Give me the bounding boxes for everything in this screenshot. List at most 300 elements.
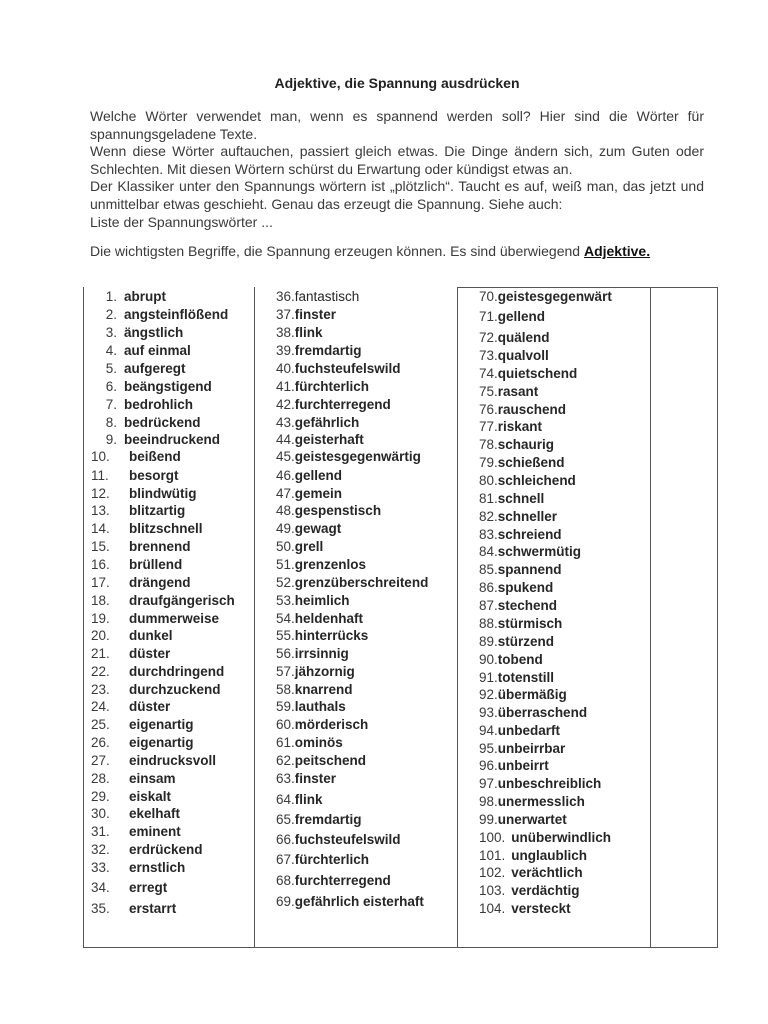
word-number: 82. (479, 509, 498, 524)
word-number: 74. (479, 366, 498, 381)
word-list-item (91, 520, 203, 537)
word-text: eindrucksvoll (129, 753, 217, 768)
word-number: 7. (105, 397, 117, 412)
word-list-item (91, 627, 173, 644)
word-text: stürmisch (497, 616, 563, 631)
word-list-item (479, 740, 565, 757)
word-text: düster (129, 646, 171, 661)
emphasis-keyword: Adjektive. (583, 243, 651, 259)
word-text: gefährlich (294, 415, 360, 430)
word-number: 100. (479, 830, 506, 845)
word-text: beeindruckend (124, 432, 221, 447)
word-list-item (91, 502, 185, 519)
word-text: unglaublich (511, 848, 588, 863)
word-text: fuchsteufelswild (294, 361, 401, 376)
word-list-item (479, 579, 553, 596)
word-number: 59. (276, 699, 295, 714)
word-number: 4. (105, 343, 117, 358)
word-text: verächtlich (511, 865, 583, 880)
intro-paragraph: Wenn diese Wörter auftauchen, passiert gleich etwas. Die Dinge ändern sich, zum Guten oder Schlechten. Mit diesen Wörtern schürst du Erwartung oder kündigst etwas an. (90, 143, 704, 177)
table-border-left (83, 287, 84, 948)
word-list-item (276, 592, 350, 609)
word-number: 13. (91, 503, 110, 518)
word-number: 48. (276, 503, 295, 518)
word-list-item (91, 663, 224, 680)
word-list-item (91, 360, 186, 377)
word-number: 10. (91, 449, 110, 464)
word-list-item (276, 698, 346, 715)
word-list-item (276, 538, 323, 555)
table-border-right (717, 287, 718, 948)
word-number: 52. (276, 575, 295, 590)
word-list-item (91, 698, 170, 715)
word-text: bedrohlich (124, 397, 194, 412)
word-text: blitzschnell (129, 521, 203, 536)
word-list-item (479, 757, 549, 774)
word-text: unbeirrbar (497, 741, 566, 756)
table-divider-1 (254, 287, 255, 948)
word-text: gemein (294, 486, 343, 501)
word-number: 49. (276, 521, 295, 536)
word-text: eigenartig (129, 735, 194, 750)
word-list-item (276, 872, 391, 889)
word-text: aufgeregt (124, 361, 186, 376)
word-list-item (91, 610, 219, 627)
word-list-item (479, 704, 587, 721)
word-number: 102. (479, 865, 506, 880)
word-number: 92. (479, 687, 498, 702)
word-text: ekelhaft (129, 806, 181, 821)
word-text: tobend (497, 652, 543, 667)
word-list-item (479, 686, 567, 703)
word-list-item (479, 561, 562, 578)
word-text: gellend (294, 468, 343, 483)
word-text: erstarrt (129, 901, 177, 916)
word-list-item (91, 752, 216, 769)
word-list-item (276, 342, 362, 359)
word-list-item (91, 859, 185, 876)
word-text: eigenartig (129, 717, 194, 732)
word-list-item (91, 288, 166, 305)
word-text: riskant (497, 419, 543, 434)
word-text: totenstill (497, 670, 555, 685)
word-text: fremdartig (294, 812, 362, 827)
word-number: 38. (276, 325, 295, 340)
word-number: 87. (479, 598, 498, 613)
word-number: 90. (479, 652, 498, 667)
word-text: unüberwindlich (511, 830, 612, 845)
word-list-item (91, 378, 212, 395)
word-text: hinterrücks (294, 628, 369, 643)
word-text: stechend (497, 598, 558, 613)
word-list-item (276, 502, 381, 519)
table-border-bottom (83, 947, 718, 948)
word-text: unbeschreiblich (497, 776, 602, 791)
word-number: 76. (479, 402, 498, 417)
word-list-item (479, 383, 538, 400)
word-list-item (276, 831, 401, 848)
word-list-item (479, 490, 544, 507)
word-list-item (276, 770, 336, 787)
word-number: 16. (91, 557, 110, 572)
word-text: brüllend (129, 557, 183, 572)
word-list-item (276, 663, 355, 680)
word-list-item (91, 770, 176, 787)
word-number: 45. (276, 449, 295, 464)
word-text: draufgängerisch (129, 593, 235, 608)
word-text: flink (294, 792, 323, 807)
word-number: 22. (91, 664, 110, 679)
word-text: lauthals (294, 699, 346, 714)
word-number: 46. (276, 468, 295, 483)
word-number: 70. (479, 289, 498, 304)
word-list-item (276, 716, 368, 733)
word-text: durchzuckend (129, 682, 221, 697)
word-list-item (276, 574, 428, 591)
word-list-item (91, 788, 171, 805)
word-number: 55. (276, 628, 295, 643)
word-text: furchterregend (294, 873, 391, 888)
word-number: 8. (105, 415, 117, 430)
word-number: 44. (276, 432, 295, 447)
word-text: rauschend (497, 402, 567, 417)
emphasis-text: Die wichtigsten Begriffe, die Spannung erzeugen können. Es sind überwiegend (90, 243, 584, 259)
word-list-item (276, 288, 359, 305)
word-number: 50. (276, 539, 295, 554)
word-text: ernstlich (129, 860, 186, 875)
word-text: überraschend (497, 705, 588, 720)
word-number: 103. (479, 883, 506, 898)
word-list-item (276, 811, 362, 828)
word-text: quälend (497, 330, 550, 345)
word-list-item (91, 467, 179, 484)
word-number: 89. (479, 634, 498, 649)
word-list-item (91, 485, 196, 502)
word-number: 81. (479, 491, 498, 506)
word-text: fantastisch (294, 289, 360, 304)
word-number: 41. (276, 379, 295, 394)
word-list-item (479, 847, 587, 864)
word-number: 63. (276, 771, 295, 786)
word-text: eminent (129, 824, 181, 839)
word-number: 24. (91, 699, 110, 714)
word-list-item (276, 520, 341, 537)
word-text: abrupt (124, 289, 166, 304)
word-number: 62. (276, 753, 295, 768)
word-list-item (276, 448, 421, 465)
word-list-item (91, 538, 191, 555)
word-text: ominös (294, 735, 343, 750)
word-text: schleichend (497, 473, 576, 488)
word-text: eiskalt (129, 789, 172, 804)
word-text: angsteinflößend (124, 307, 229, 322)
word-list-item (276, 396, 391, 413)
word-list-item (91, 805, 180, 822)
word-number: 65. (276, 812, 295, 827)
word-text: mörderisch (294, 717, 369, 732)
word-number: 72. (479, 330, 498, 345)
word-list-item (479, 436, 554, 453)
word-text: grenzüberschreitend (294, 575, 429, 590)
word-text: gellend (497, 309, 546, 324)
word-number: 9. (105, 432, 117, 447)
word-text: beängstigend (124, 379, 212, 394)
word-list-item (276, 681, 353, 698)
word-number: 36. (276, 289, 295, 304)
word-list-item (91, 396, 193, 413)
word-number: 40. (276, 361, 295, 376)
word-text: furchterregend (294, 397, 391, 412)
word-list-item (479, 597, 557, 614)
word-text: stürzend (497, 634, 555, 649)
word-text: fremdartig (294, 343, 362, 358)
word-list-item (91, 681, 221, 698)
word-number: 64. (276, 792, 295, 807)
word-number: 20. (91, 628, 110, 643)
word-text: gefährlich eisterhaft (294, 894, 424, 909)
word-number: 54. (276, 611, 295, 626)
word-text: schwermütig (497, 544, 582, 559)
word-number: 25. (91, 717, 110, 732)
word-number: 67. (276, 852, 295, 867)
word-number: 29. (91, 789, 110, 804)
word-number: 78. (479, 437, 498, 452)
word-list-item (91, 574, 191, 591)
word-text: unbeirrt (497, 758, 549, 773)
word-list-item (276, 610, 363, 627)
word-number: 19. (91, 611, 110, 626)
intro-paragraph: Welche Wörter verwendet man, wenn es spannend werden soll? Hier sind die Wörter für spannungsgeladene Texte. (90, 108, 704, 142)
word-list-item (479, 472, 576, 489)
word-list-item (276, 467, 342, 484)
word-text: flink (294, 325, 323, 340)
word-number: 1. (105, 289, 117, 304)
word-text: fuchsteufelswild (294, 832, 401, 847)
word-text: schnell (497, 491, 545, 506)
word-list-item (276, 627, 368, 644)
word-text: spukend (497, 580, 554, 595)
word-number: 84. (479, 544, 498, 559)
word-text: quietschend (497, 366, 578, 381)
word-text: blitzartig (129, 503, 186, 518)
word-list-item (91, 306, 228, 323)
word-number: 18. (91, 593, 110, 608)
word-number: 51. (276, 557, 295, 572)
word-text: qualvoll (497, 348, 549, 363)
word-text: finster (294, 771, 337, 786)
word-number: 95. (479, 741, 498, 756)
word-text: geistesgegenwärt (497, 289, 612, 304)
word-text: fürchterlich (294, 852, 370, 867)
word-list-item (276, 791, 323, 808)
word-text: rasant (497, 384, 539, 399)
word-text: heldenhaft (294, 611, 364, 626)
word-text: schreiend (497, 527, 562, 542)
word-text: beißend (129, 449, 181, 464)
word-number: 73. (479, 348, 498, 363)
word-text: erregt (129, 880, 168, 895)
word-list-item (479, 308, 545, 325)
word-number: 99. (479, 812, 498, 827)
word-text: blindwütig (129, 486, 197, 501)
word-number: 14. (91, 521, 110, 536)
word-number: 58. (276, 682, 295, 697)
word-text: unerwartet (497, 812, 567, 827)
word-text: schaurig (497, 437, 555, 452)
page-title: Adjektive, die Spannung ausdrücken (274, 75, 520, 91)
word-list-item (479, 811, 567, 828)
word-list-item (479, 829, 611, 846)
word-list-item (479, 651, 543, 668)
word-number: 23. (91, 682, 110, 697)
word-text: heimlich (294, 593, 350, 608)
word-number: 21. (91, 646, 110, 661)
word-number: 5. (105, 361, 117, 376)
word-list-item (479, 526, 562, 543)
word-number: 86. (479, 580, 498, 595)
word-list-item (276, 324, 323, 341)
word-list-item (276, 752, 366, 769)
word-number: 32. (91, 842, 110, 857)
word-list-item (91, 841, 203, 858)
word-number: 33. (91, 860, 110, 875)
word-number: 98. (479, 794, 498, 809)
word-number: 43. (276, 415, 295, 430)
word-list-item (479, 615, 562, 632)
word-number: 27. (91, 753, 110, 768)
word-number: 56. (276, 646, 295, 661)
word-number: 83. (479, 527, 498, 542)
word-number: 68. (276, 873, 295, 888)
word-list-item (276, 851, 369, 868)
word-number: 26. (91, 735, 110, 750)
word-text: spannend (497, 562, 562, 577)
word-list-item (91, 716, 194, 733)
word-number: 77. (479, 419, 498, 434)
word-number: 97. (479, 776, 498, 791)
intro-text (90, 108, 704, 231)
word-text: gespenstisch (294, 503, 382, 518)
word-list-item (479, 793, 585, 810)
word-number: 75. (479, 384, 498, 399)
word-list-item (479, 633, 554, 650)
word-list-item (479, 329, 550, 346)
word-text: geisterhaft (294, 432, 364, 447)
word-list-item (91, 324, 183, 341)
emphasis-line (90, 243, 730, 259)
word-text: versteckt (511, 901, 571, 916)
word-list-item (479, 864, 583, 881)
word-list-item (91, 734, 194, 751)
word-list-item (479, 401, 566, 418)
word-text: bedrückend (124, 415, 201, 430)
word-number: 101. (479, 848, 506, 863)
word-list-item (276, 306, 336, 323)
intro-paragraph: Liste der Spannungswörter ... (90, 213, 273, 230)
word-list-item (276, 893, 424, 910)
word-text: jähzornig (294, 664, 355, 679)
word-text: grenzenlos (294, 557, 367, 572)
word-number: 39. (276, 343, 295, 358)
word-number: 66. (276, 832, 295, 847)
word-number: 3. (105, 325, 117, 340)
word-list-item (479, 722, 560, 739)
word-number: 71. (479, 309, 498, 324)
word-list-item (91, 556, 182, 573)
word-number: 37. (276, 307, 295, 322)
word-number: 28. (91, 771, 110, 786)
word-number: 15. (91, 539, 110, 554)
word-text: unermesslich (497, 794, 585, 809)
word-number: 93. (479, 705, 498, 720)
word-list-item (479, 775, 601, 792)
word-number: 96. (479, 758, 498, 773)
word-text: gewagt (294, 521, 342, 536)
word-text: brennend (129, 539, 191, 554)
word-text: peitschend (294, 753, 367, 768)
intro-paragraph: Der Klassiker unter den Spannungs wörtern ist „plötzlich“. Taucht es auf, weiß man, das jetzt und unmittelbar etwas geschieht. Genau das erzeugt die Spannung. Siehe auch: (90, 178, 704, 212)
word-number: 11. (91, 468, 109, 483)
word-number: 12. (91, 486, 110, 501)
word-number: 80. (479, 473, 498, 488)
word-number: 57. (276, 664, 295, 679)
word-list-item (91, 879, 167, 896)
word-list-item (479, 454, 565, 471)
word-text: einsam (129, 771, 176, 786)
word-list-item (91, 431, 220, 448)
word-list-item (91, 414, 201, 431)
word-number: 94. (479, 723, 498, 738)
word-text: verdächtig (511, 883, 580, 898)
word-list-item (91, 448, 181, 465)
word-list-item (479, 882, 580, 899)
word-text: grell (294, 539, 324, 554)
word-list-item (276, 734, 343, 751)
word-number: 47. (276, 486, 295, 501)
word-text: besorgt (129, 468, 179, 483)
word-number: 2. (105, 307, 117, 322)
word-list-item (276, 485, 342, 502)
word-text: durchdringend (129, 664, 225, 679)
word-number: 79. (479, 455, 498, 470)
word-list-item (91, 645, 170, 662)
word-list-item (479, 543, 581, 560)
word-text: dunkel (129, 628, 173, 643)
word-text: knarrend (294, 682, 353, 697)
word-list-item (91, 823, 181, 840)
word-list-item (276, 414, 359, 431)
word-list-item (479, 288, 612, 305)
table-divider-3 (650, 287, 651, 948)
word-list-item (276, 431, 364, 448)
word-number: 34. (91, 880, 110, 895)
word-list-item (479, 365, 577, 382)
word-text: düster (129, 699, 171, 714)
word-text: auf einmal (124, 343, 191, 358)
word-list-item (479, 669, 554, 686)
word-text: übermäßig (497, 687, 567, 702)
word-text: ängstlich (124, 325, 184, 340)
word-number: 61. (276, 735, 295, 750)
word-number: 53. (276, 593, 295, 608)
word-list-item (276, 378, 369, 395)
word-text: geistesgegenwärtig (294, 449, 421, 464)
word-list-item (479, 347, 549, 364)
word-list-item (91, 592, 235, 609)
word-list-item (276, 645, 349, 662)
word-table (83, 287, 718, 948)
word-list-item (479, 508, 557, 525)
